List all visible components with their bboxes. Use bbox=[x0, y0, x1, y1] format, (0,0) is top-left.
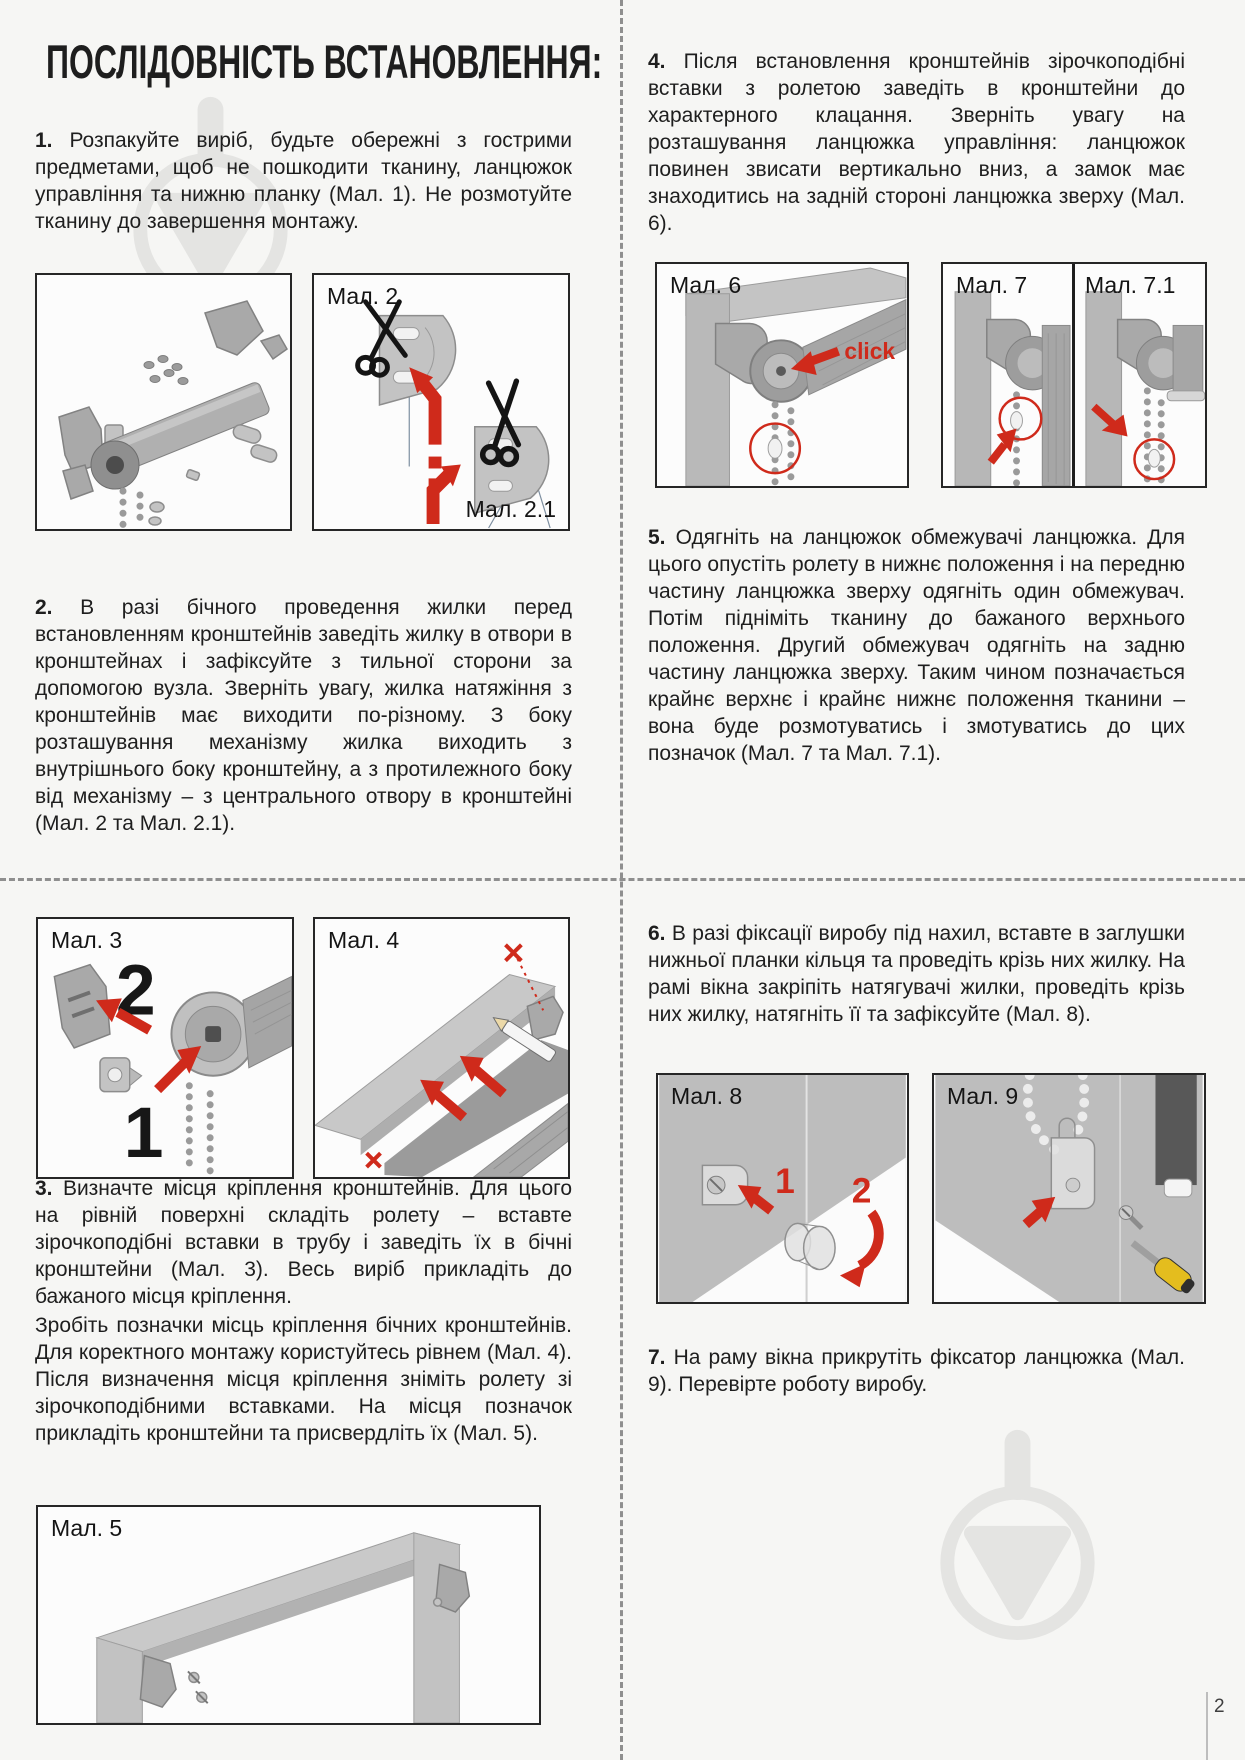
assembly-illustration bbox=[38, 919, 292, 1177]
bracket bbox=[434, 1564, 470, 1612]
step-6-number: 6. bbox=[648, 922, 666, 945]
figure-label: Мал. 5 bbox=[51, 1515, 123, 1541]
red-x-mark bbox=[367, 1153, 381, 1167]
panel-divider bbox=[1072, 264, 1075, 486]
step-2-number: 2. bbox=[35, 596, 53, 619]
figure-mal-3 bbox=[36, 917, 294, 1179]
step-2-paragraph: 2. В разі бічного проведення жилки перед встановленням кронштейнів заведіть жилку в отвори в кронштейнах і зафіксуйте з тильної сторони за допомогою вузла. Зверніть увагу, жилка натяжіння з кронштейнів має виходити по-різному. З боку розташування механізму жилка виходить з внутрішнього боку кронштейну, а з протилежного боку від механізму – з центрального отвору в кронштейні (Мал. 2 та Мал. 2.1). bbox=[35, 596, 572, 835]
figure-label: Мал. 2 bbox=[327, 283, 399, 309]
screws-cluster bbox=[144, 356, 188, 385]
step-5-number: 5. bbox=[648, 526, 666, 549]
figure-mal-2 bbox=[312, 273, 570, 531]
figure-label: Мал. 4 bbox=[328, 927, 400, 953]
figure-label: Мал. 2.1 bbox=[465, 496, 556, 522]
figure-mal-9 bbox=[932, 1073, 1206, 1304]
window-beam bbox=[97, 1533, 460, 1652]
step-3-number: 3. bbox=[35, 1177, 53, 1200]
brand-watermark-bottom bbox=[925, 1428, 1110, 1651]
page-number: 2 bbox=[1214, 1696, 1225, 1717]
figure-mal-6 bbox=[655, 262, 909, 488]
click-label: click bbox=[844, 338, 896, 365]
figure-mal-4 bbox=[313, 917, 570, 1179]
step-3-paragraph: 3. Визначте місця кріплення кронштейнів. Для цього на рівній поверхні складіть ролету – вставте зірочкоподібні вставки в трубу і заведіть їх в бічні кронштейни (Мал. 3). Весь виріб прикладіть до бажаного місця кріплення. bbox=[35, 1177, 572, 1308]
window-post bbox=[686, 294, 730, 486]
step-1-number: 1. bbox=[35, 129, 53, 152]
red-arrow-icon bbox=[991, 444, 1005, 462]
red-arrow-icon bbox=[433, 465, 461, 525]
marking-illustration bbox=[315, 919, 568, 1177]
step-mark-2: 2 bbox=[851, 1171, 872, 1211]
exploded-roller-illustration bbox=[37, 275, 290, 529]
window-post-right bbox=[414, 1533, 460, 1723]
step-mark-1: 1 bbox=[123, 1093, 164, 1174]
figure-label: Мал. 3 bbox=[51, 927, 123, 953]
horizontal-fold-divider bbox=[0, 878, 1245, 881]
figure-mal-1 bbox=[35, 273, 292, 531]
figure-label: Мал. 9 bbox=[947, 1083, 1019, 1109]
step-7-paragraph: 7. На раму вікна прикрутіть фіксатор ланцюжка (Мал. 9). Перевірте роботу виробу. bbox=[648, 1346, 1185, 1396]
step-3-paragraph-2: Зробіть позначки місць кріплення бічних кронштейнів. Для коректного монтажу користуйтесь рівнем (Мал. 4). Після визначення місця кріплення зніміть ролету зі зірочкоподібними вставками. На місця позначок прикладіть кронштейни та присвердліть їх (Мал. 5). bbox=[35, 1314, 572, 1445]
figure-mal-7 bbox=[941, 262, 1207, 488]
frame-clip bbox=[1164, 1179, 1192, 1197]
page-number-rule bbox=[1206, 1692, 1208, 1760]
window-post-left bbox=[97, 1638, 143, 1723]
fabric-tube bbox=[243, 977, 292, 1068]
figure-label: Мал. 7 bbox=[956, 272, 1028, 298]
figure-label: Мал. 8 bbox=[671, 1083, 743, 1109]
step-4-paragraph: 4. Після встановлення кронштейнів зірочкоподібні вставки з ролетою заведіть в кронштейни до характерного клацання. Зверніть увагу на розташування ланцюжка управління: ланцюжок повинен звисати вертикально вниз, а замок має знаходитись на задній стороні ланцюжка зверху (Мал. 6). bbox=[648, 50, 1185, 235]
step-mark-2: 2 bbox=[115, 950, 156, 1031]
figure-mal-8 bbox=[656, 1073, 909, 1304]
plumb-logo-icon bbox=[925, 1428, 1110, 1646]
fig7-1-right-panel bbox=[1086, 292, 1205, 486]
figure-label: Мал. 7.1 bbox=[1085, 272, 1176, 298]
figure-label: Мал. 6 bbox=[670, 272, 742, 298]
step-4-number: 4. bbox=[648, 50, 666, 73]
wall-tensioner bbox=[702, 1165, 747, 1204]
page-title: ПОСЛІДОВНІСТЬ ВСТАНОВЛЕННЯ: bbox=[46, 35, 603, 88]
star-insert bbox=[100, 1058, 142, 1092]
cord-routing-illustration bbox=[314, 275, 568, 529]
step-1-paragraph: 1. Розпакуйте виріб, будьте обережні з гострими предметами, щоб не пошкодити тканину, ланцюжок управління та нижню планку (Мал. 1). Не розмотуйте тканину до завершення монтажу. bbox=[35, 129, 572, 233]
step-mark-1: 1 bbox=[775, 1161, 795, 1201]
window-pane bbox=[1155, 1075, 1196, 1185]
fig7-left-panel bbox=[955, 292, 1070, 486]
figure-mal-5 bbox=[36, 1505, 541, 1725]
step-7-number: 7. bbox=[648, 1346, 666, 1369]
red-x-mark bbox=[505, 945, 521, 961]
chain-lock bbox=[768, 438, 782, 458]
step-6-paragraph: 6. В разі фіксації виробу під нахил, вставте в заглушки нижньої планки кільця та проведіть крізь них жилку. На рамі вікна закріпіть натягувачі жилки, проведіть крізь них жилку, натягніть її та зафіксуйте (Мал. 8). bbox=[648, 922, 1185, 1026]
bracket-with-screws bbox=[140, 1656, 207, 1708]
step-5-paragraph: 5. Одягніть на ланцюжок обмежувачі ланцюжка. Для цього опустіть ролету в нижнє положення і на передню частину ланцюжка зверху одягніть один обмежувач. Потім підніміть тканину до бажаного верхнього положення. Другий обмежувач одягніть на задню частину ланцюжка зверху. Таким чином позначається крайнє верхнє і крайнє нижнє положення тканини – вона буде розмотуватись і змотуватись до цих позначок (Мал. 7 та Мал. 7.1). bbox=[648, 526, 1185, 765]
